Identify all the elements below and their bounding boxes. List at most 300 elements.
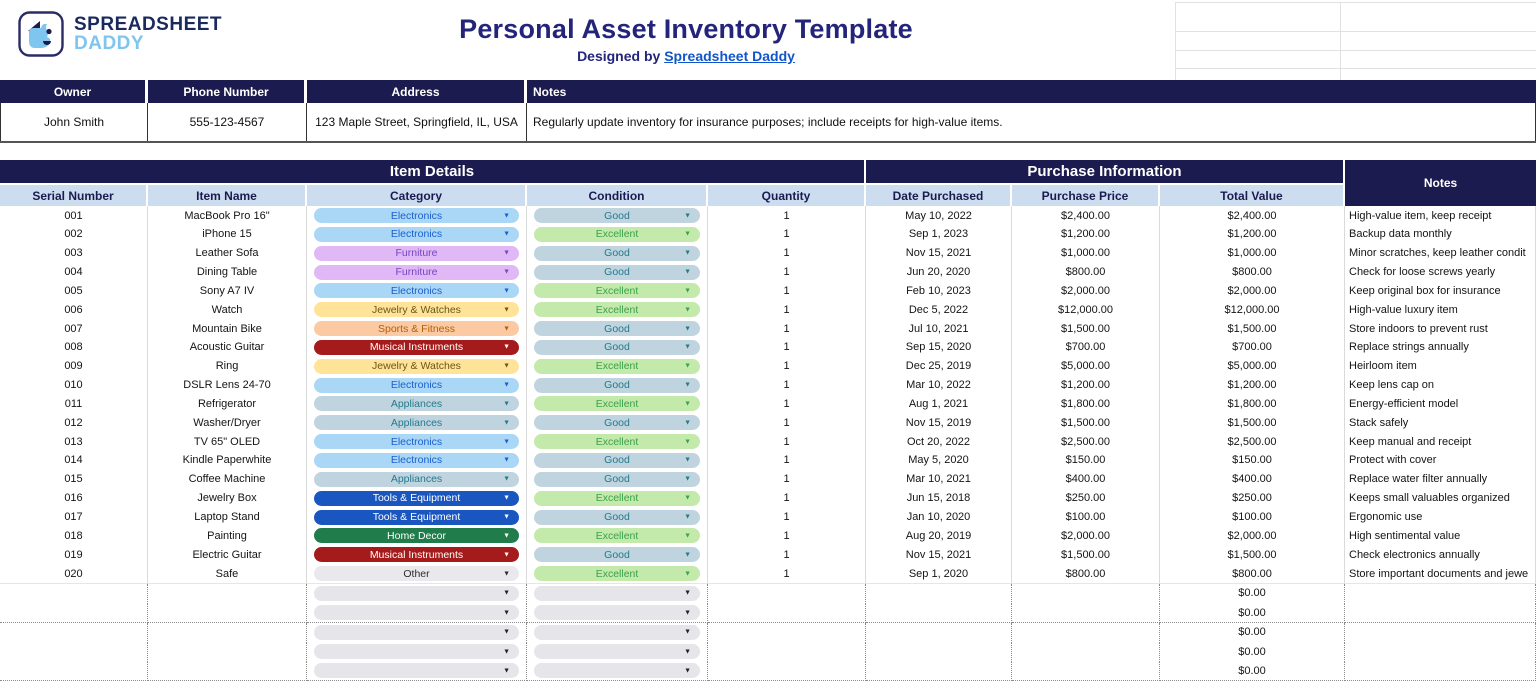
category-dropdown[interactable] [314,359,519,374]
cell-date-purchased[interactable]: Jan 10, 2020 [866,508,1012,528]
cell-item-name[interactable]: Kindle Paperwhite [148,451,307,471]
cell-total-value[interactable]: $1,200.00 [1160,376,1345,396]
cell-date-purchased[interactable]: Jul 10, 2021 [866,319,1012,339]
cell-item-name[interactable]: Electric Guitar [148,545,307,565]
cell-item-name[interactable]: Acoustic Guitar [148,338,307,358]
condition-value: Excellent [595,360,639,373]
chevron-down-icon: ▼ [503,456,510,464]
cell-serial-number[interactable]: 015 [0,470,148,490]
chevron-down-icon: ▼ [684,268,691,276]
cell-date-purchased[interactable]: Sep 1, 2020 [866,564,1012,584]
condition-dropdown[interactable] [534,605,700,620]
cell-item-name[interactable]: Laptop Stand [148,508,307,528]
cell-quantity[interactable]: 1 [708,338,866,358]
cell-date-purchased[interactable]: Oct 20, 2022 [866,432,1012,452]
cell-notes[interactable]: Backup data monthly [1345,225,1536,245]
cell-date-purchased[interactable]: Nov 15, 2019 [866,413,1012,433]
cell-notes[interactable]: Minor scratches, keep leather condit [1345,244,1536,264]
cell-purchase-price[interactable]: $1,500.00 [1012,413,1160,433]
cell-notes[interactable]: Replace water filter annually [1345,470,1536,490]
table-row [0,338,1536,357]
empty-cell[interactable] [1012,623,1160,643]
category-dropdown[interactable] [314,434,519,449]
cell-quantity[interactable]: 1 [708,564,866,584]
cell-quantity[interactable]: 1 [708,319,866,339]
category-dropdown[interactable] [314,321,519,336]
category-cell [307,263,527,283]
category-cell [307,564,527,584]
category-dropdown[interactable] [314,246,519,261]
cell-notes[interactable]: Keep lens cap on [1345,376,1536,396]
condition-dropdown[interactable] [534,321,700,336]
cell-serial-number[interactable]: 007 [0,319,148,339]
cell-quantity[interactable]: 1 [708,545,866,565]
chevron-down-icon: ▼ [684,475,691,483]
empty-condition-cell [527,584,708,604]
cell-serial-number[interactable]: 008 [0,338,148,358]
cell-notes[interactable]: Keep manual and receipt [1345,432,1536,452]
cell-total-value[interactable]: $0.00 [1160,661,1345,681]
cell-total-value[interactable]: $2,000.00 [1160,526,1345,546]
empty-cell[interactable] [866,584,1012,604]
cell-quantity[interactable]: 1 [708,413,866,433]
cell-date-purchased[interactable]: Nov 15, 2021 [866,244,1012,264]
condition-cell [527,376,708,396]
cell-serial-number[interactable]: 002 [0,225,148,245]
cell-date-purchased[interactable]: Jun 20, 2020 [866,263,1012,283]
condition-dropdown[interactable] [534,547,700,562]
category-dropdown[interactable] [314,415,519,430]
chevron-down-icon: ▼ [503,212,510,219]
grid-line [1175,68,1536,69]
cell-total-value[interactable]: $1,500.00 [1160,319,1345,339]
empty-cell[interactable] [708,584,866,604]
grid-line [1175,2,1176,80]
condition-value: Good [604,341,630,354]
category-cell [307,319,527,339]
cell-total-value[interactable]: $2,400.00 [1160,206,1345,226]
table-row [0,432,1536,451]
empty-cell[interactable] [1345,584,1536,604]
cell-total-value[interactable]: $2,500.00 [1160,432,1345,452]
cell-notes[interactable]: Heirloom item [1345,357,1536,377]
cell-purchase-price[interactable]: $150.00 [1012,451,1160,471]
category-cell [307,413,527,433]
cell-date-purchased[interactable]: Mar 10, 2021 [866,470,1012,490]
empty-cell[interactable] [1012,603,1160,623]
condition-cell [527,508,708,528]
category-dropdown[interactable] [314,566,519,581]
empty-cell[interactable] [1012,584,1160,604]
category-dropdown[interactable] [314,547,519,562]
spreadsheet-daddy-logo-icon [18,11,64,57]
cell-quantity[interactable]: 1 [708,300,866,320]
condition-dropdown[interactable] [534,663,700,678]
category-value: Jewelry & Watches [372,303,461,316]
empty-cell[interactable] [866,623,1012,643]
cell-serial-number[interactable]: 018 [0,526,148,546]
category-dropdown[interactable] [314,663,519,678]
category-value: Jewelry & Watches [372,360,461,373]
condition-dropdown[interactable] [534,265,700,280]
chevron-down-icon: ▼ [503,589,510,597]
cell-quantity[interactable]: 1 [708,489,866,509]
cell-item-name[interactable]: Watch [148,300,307,320]
cell-notes[interactable]: Stack safely [1345,413,1536,433]
cell-quantity[interactable]: 1 [708,206,866,226]
cell-quantity[interactable]: 1 [708,394,866,414]
condition-dropdown[interactable] [534,566,700,581]
cell-notes[interactable]: Store indoors to prevent rust [1345,319,1536,339]
cell-serial-number[interactable]: 016 [0,489,148,509]
cell-serial-number[interactable]: 011 [0,394,148,414]
empty-cell[interactable] [1345,642,1536,662]
category-dropdown[interactable] [314,491,519,506]
cell-total-value[interactable]: $1,800.00 [1160,394,1345,414]
owner-notes-header: Notes [527,80,1536,103]
phone-value-cell[interactable]: 555-123-4567 [148,103,307,141]
category-dropdown[interactable] [314,396,519,411]
condition-dropdown[interactable] [534,472,700,487]
empty-cell[interactable] [708,661,866,681]
empty-cell[interactable] [148,603,307,623]
condition-dropdown[interactable] [534,434,700,449]
cell-date-purchased[interactable]: Sep 1, 2023 [866,225,1012,245]
cell-purchase-price[interactable]: $100.00 [1012,508,1160,528]
cell-item-name[interactable]: MacBook Pro 16" [148,206,307,226]
cell-purchase-price[interactable]: $1,000.00 [1012,244,1160,264]
condition-value: Excellent [595,492,639,505]
cell-serial-number[interactable]: 005 [0,281,148,301]
category-dropdown[interactable] [314,605,519,620]
category-cell [307,281,527,301]
category-dropdown[interactable] [314,265,519,280]
category-cell [307,225,527,245]
empty-condition-cell [527,661,708,681]
cell-quantity[interactable]: 1 [708,263,866,283]
empty-table-row [0,603,1536,622]
cell-serial-number[interactable]: 020 [0,564,148,584]
category-dropdown[interactable] [314,453,519,468]
cell-total-value[interactable]: $0.00 [1160,642,1345,662]
chevron-down-icon: ▼ [503,438,510,446]
cell-total-value[interactable]: $0.00 [1160,603,1345,623]
chevron-down-icon: ▼ [684,532,691,540]
cell-serial-number[interactable]: 004 [0,263,148,283]
cell-purchase-price[interactable]: $800.00 [1012,564,1160,584]
cell-serial-number[interactable]: 012 [0,413,148,433]
cell-serial-number[interactable]: 010 [0,376,148,396]
cell-quantity[interactable]: 1 [708,526,866,546]
empty-cell[interactable] [0,603,148,623]
cell-notes[interactable]: Keep original box for insurance [1345,281,1536,301]
cell-serial-number[interactable]: 014 [0,451,148,471]
condition-cell [527,413,708,433]
condition-cell [527,300,708,320]
owner-notes-value-cell[interactable]: Regularly update inventory for insurance purposes; include receipts for high-value items. [527,103,1536,141]
condition-value: Good [604,379,630,392]
empty-category-cell [307,623,527,643]
condition-value: Good [604,454,630,467]
cell-date-purchased[interactable]: Mar 10, 2022 [866,376,1012,396]
cell-purchase-price[interactable]: $2,000.00 [1012,526,1160,546]
category-dropdown[interactable] [314,302,519,317]
category-dropdown[interactable] [314,625,519,640]
cell-total-value[interactable]: $5,000.00 [1160,357,1345,377]
cell-date-purchased[interactable]: May 5, 2020 [866,451,1012,471]
empty-cell[interactable] [148,661,307,681]
cell-date-purchased[interactable]: Dec 5, 2022 [866,300,1012,320]
cell-purchase-price[interactable]: $5,000.00 [1012,357,1160,377]
cell-total-value[interactable]: $1,500.00 [1160,545,1345,565]
cell-notes[interactable]: Energy-efficient model [1345,394,1536,414]
condition-dropdown[interactable] [534,227,700,242]
empty-cell[interactable] [0,584,148,604]
cell-item-name[interactable]: Painting [148,526,307,546]
category-dropdown[interactable] [314,644,519,659]
category-value: Furniture [395,266,438,279]
condition-dropdown[interactable] [534,491,700,506]
cell-item-name[interactable]: Jewelry Box [148,489,307,509]
category-dropdown[interactable] [314,283,519,298]
empty-cell[interactable] [708,603,866,623]
table-row [0,526,1536,545]
cell-notes[interactable]: High sentimental value [1345,526,1536,546]
chevron-down-icon: ▼ [503,609,510,617]
category-dropdown[interactable] [314,586,519,601]
cell-total-value[interactable]: $700.00 [1160,338,1345,358]
cell-notes[interactable]: Ergonomic use [1345,508,1536,528]
empty-cell[interactable] [1345,661,1536,681]
cell-total-value[interactable]: $800.00 [1160,564,1345,584]
inventory-table [0,160,1536,677]
spreadsheet-daddy-link[interactable]: Spreadsheet Daddy [664,48,795,64]
cell-quantity[interactable]: 1 [708,376,866,396]
cell-item-name[interactable]: Coffee Machine [148,470,307,490]
cell-item-name[interactable]: TV 65" OLED [148,432,307,452]
condition-dropdown[interactable] [534,644,700,659]
empty-cell[interactable] [708,642,866,662]
condition-dropdown[interactable] [534,415,700,430]
cell-total-value[interactable]: $800.00 [1160,263,1345,283]
condition-cell [527,451,708,471]
chevron-down-icon: ▼ [684,667,691,675]
table-row [0,470,1536,489]
cell-item-name[interactable]: Dining Table [148,263,307,283]
cell-notes[interactable]: Check for loose screws yearly [1345,263,1536,283]
cell-notes[interactable]: Check electronics annually [1345,545,1536,565]
cell-item-name[interactable]: Washer/Dryer [148,413,307,433]
chevron-down-icon: ▼ [503,475,510,483]
empty-cell[interactable] [1345,623,1536,643]
cell-purchase-price[interactable]: $12,000.00 [1012,300,1160,320]
condition-dropdown[interactable] [534,302,700,317]
cell-serial-number[interactable]: 001 [0,206,148,226]
category-dropdown[interactable] [314,378,519,393]
condition-value: Excellent [595,529,639,542]
category-value: Electronics [390,435,443,448]
category-dropdown[interactable] [314,208,519,223]
table-row [0,508,1536,527]
cell-quantity[interactable]: 1 [708,357,866,377]
table-header [0,160,1536,206]
cell-total-value[interactable]: $1,500.00 [1160,413,1345,433]
cell-item-name[interactable]: Sony A7 IV [148,281,307,301]
empty-category-cell [307,642,527,662]
condition-dropdown[interactable] [534,396,700,411]
cell-purchase-price[interactable]: $1,500.00 [1012,545,1160,565]
empty-cell[interactable] [866,642,1012,662]
owner-header: Owner [0,80,148,103]
chevron-down-icon: ▼ [684,343,691,351]
cell-purchase-price[interactable]: $2,000.00 [1012,281,1160,301]
cell-purchase-price[interactable]: $250.00 [1012,489,1160,509]
cell-date-purchased[interactable]: Aug 20, 2019 [866,526,1012,546]
cell-quantity[interactable]: 1 [708,244,866,264]
condition-dropdown[interactable] [534,586,700,601]
category-value: Musical Instruments [369,548,464,561]
cell-date-purchased[interactable]: Nov 15, 2021 [866,545,1012,565]
category-cell [307,432,527,452]
table-row [0,300,1536,319]
chevron-down-icon: ▼ [503,343,510,351]
cell-notes[interactable]: High-value luxury item [1345,300,1536,320]
empty-cell[interactable] [0,642,148,662]
empty-cell[interactable] [148,642,307,662]
address-header: Address [307,80,527,103]
condition-dropdown[interactable] [534,246,700,261]
cell-quantity[interactable]: 1 [708,432,866,452]
cell-quantity[interactable]: 1 [708,508,866,528]
condition-dropdown[interactable] [534,359,700,374]
empty-cell[interactable] [866,661,1012,681]
cell-total-value[interactable]: $250.00 [1160,489,1345,509]
cell-item-name[interactable]: Safe [148,564,307,584]
category-dropdown[interactable] [314,227,519,242]
category-dropdown[interactable] [314,472,519,487]
cell-notes[interactable]: High-value item, keep receipt [1345,206,1536,226]
cell-total-value[interactable]: $150.00 [1160,451,1345,471]
cell-notes[interactable]: Protect with cover [1345,451,1536,471]
cell-item-name[interactable]: iPhone 15 [148,225,307,245]
table-row [0,206,1536,225]
col-header-item-name: Item Name [148,185,307,206]
chevron-down-icon: ▼ [503,551,510,559]
cell-item-name[interactable]: Leather Sofa [148,244,307,264]
empty-cell[interactable] [708,623,866,643]
cell-quantity[interactable]: 1 [708,281,866,301]
empty-cell[interactable] [1012,642,1160,662]
cell-total-value[interactable]: $0.00 [1160,623,1345,643]
cell-item-name[interactable]: Mountain Bike [148,319,307,339]
cell-purchase-price[interactable]: $700.00 [1012,338,1160,358]
cell-notes[interactable]: Keeps small valuables organized [1345,489,1536,509]
cell-item-name[interactable]: Ring [148,357,307,377]
cell-purchase-price[interactable]: $400.00 [1012,470,1160,490]
empty-cell[interactable] [866,603,1012,623]
condition-dropdown[interactable] [534,340,700,355]
condition-dropdown[interactable] [534,283,700,298]
category-cell [307,244,527,264]
cell-quantity[interactable]: 1 [708,225,866,245]
category-cell [307,300,527,320]
cell-purchase-price[interactable]: $1,200.00 [1012,225,1160,245]
cell-notes[interactable]: Replace strings annually [1345,338,1536,358]
cell-purchase-price[interactable]: $1,800.00 [1012,394,1160,414]
condition-dropdown[interactable] [534,528,700,543]
cell-total-value[interactable]: $2,000.00 [1160,281,1345,301]
cell-total-value[interactable]: $0.00 [1160,584,1345,604]
cell-date-purchased[interactable]: May 10, 2022 [866,206,1012,226]
cell-total-value[interactable]: $400.00 [1160,470,1345,490]
empty-table-row [0,584,1536,603]
cell-purchase-price[interactable]: $1,500.00 [1012,319,1160,339]
cell-date-purchased[interactable]: Aug 1, 2021 [866,394,1012,414]
page-subtitle [459,48,913,64]
chevron-down-icon: ▼ [503,268,510,276]
cell-quantity[interactable]: 1 [708,451,866,471]
condition-value: Excellent [595,567,639,580]
cell-date-purchased[interactable]: Feb 10, 2023 [866,281,1012,301]
cell-total-value[interactable]: $1,000.00 [1160,244,1345,264]
cell-serial-number[interactable]: 009 [0,357,148,377]
cell-serial-number[interactable]: 006 [0,300,148,320]
cell-item-name[interactable]: Refrigerator [148,394,307,414]
cell-quantity[interactable]: 1 [708,470,866,490]
cell-serial-number[interactable]: 017 [0,508,148,528]
cell-notes[interactable]: Store important documents and jewe [1345,564,1536,584]
table-row [0,244,1536,263]
empty-cell[interactable] [148,584,307,604]
category-dropdown[interactable] [314,340,519,355]
empty-cell[interactable] [0,623,148,643]
cell-purchase-price[interactable]: $2,500.00 [1012,432,1160,452]
cell-total-value[interactable]: $100.00 [1160,508,1345,528]
cell-date-purchased[interactable]: Sep 15, 2020 [866,338,1012,358]
category-dropdown[interactable] [314,510,519,525]
empty-cell[interactable] [1012,661,1160,681]
category-cell [307,545,527,565]
empty-cell[interactable] [1345,603,1536,623]
cell-total-value[interactable]: $12,000.00 [1160,300,1345,320]
cell-purchase-price[interactable]: $2,400.00 [1012,206,1160,226]
cell-serial-number[interactable]: 019 [0,545,148,565]
category-value: Electronics [390,284,443,297]
condition-dropdown[interactable] [534,378,700,393]
cell-total-value[interactable]: $1,200.00 [1160,225,1345,245]
condition-dropdown[interactable] [534,510,700,525]
cell-purchase-price[interactable]: $1,200.00 [1012,376,1160,396]
owner-value-cell[interactable]: John Smith [0,103,148,141]
chevron-down-icon: ▼ [684,513,691,521]
chevron-down-icon: ▼ [503,381,510,389]
condition-dropdown[interactable] [534,208,700,223]
cell-serial-number[interactable]: 003 [0,244,148,264]
address-value-cell[interactable]: 123 Maple Street, Springfield, IL, USA [307,103,527,141]
cell-purchase-price[interactable]: $800.00 [1012,263,1160,283]
cell-date-purchased[interactable]: Jun 15, 2018 [866,489,1012,509]
empty-cell[interactable] [0,661,148,681]
cell-serial-number[interactable]: 013 [0,432,148,452]
category-dropdown[interactable] [314,528,519,543]
empty-cell[interactable] [148,623,307,643]
category-value: Electronics [390,454,443,467]
condition-value: Good [604,322,630,335]
cell-date-purchased[interactable]: Dec 25, 2019 [866,357,1012,377]
condition-dropdown[interactable] [534,625,700,640]
cell-item-name[interactable]: DSLR Lens 24-70 [148,376,307,396]
condition-dropdown[interactable] [534,453,700,468]
